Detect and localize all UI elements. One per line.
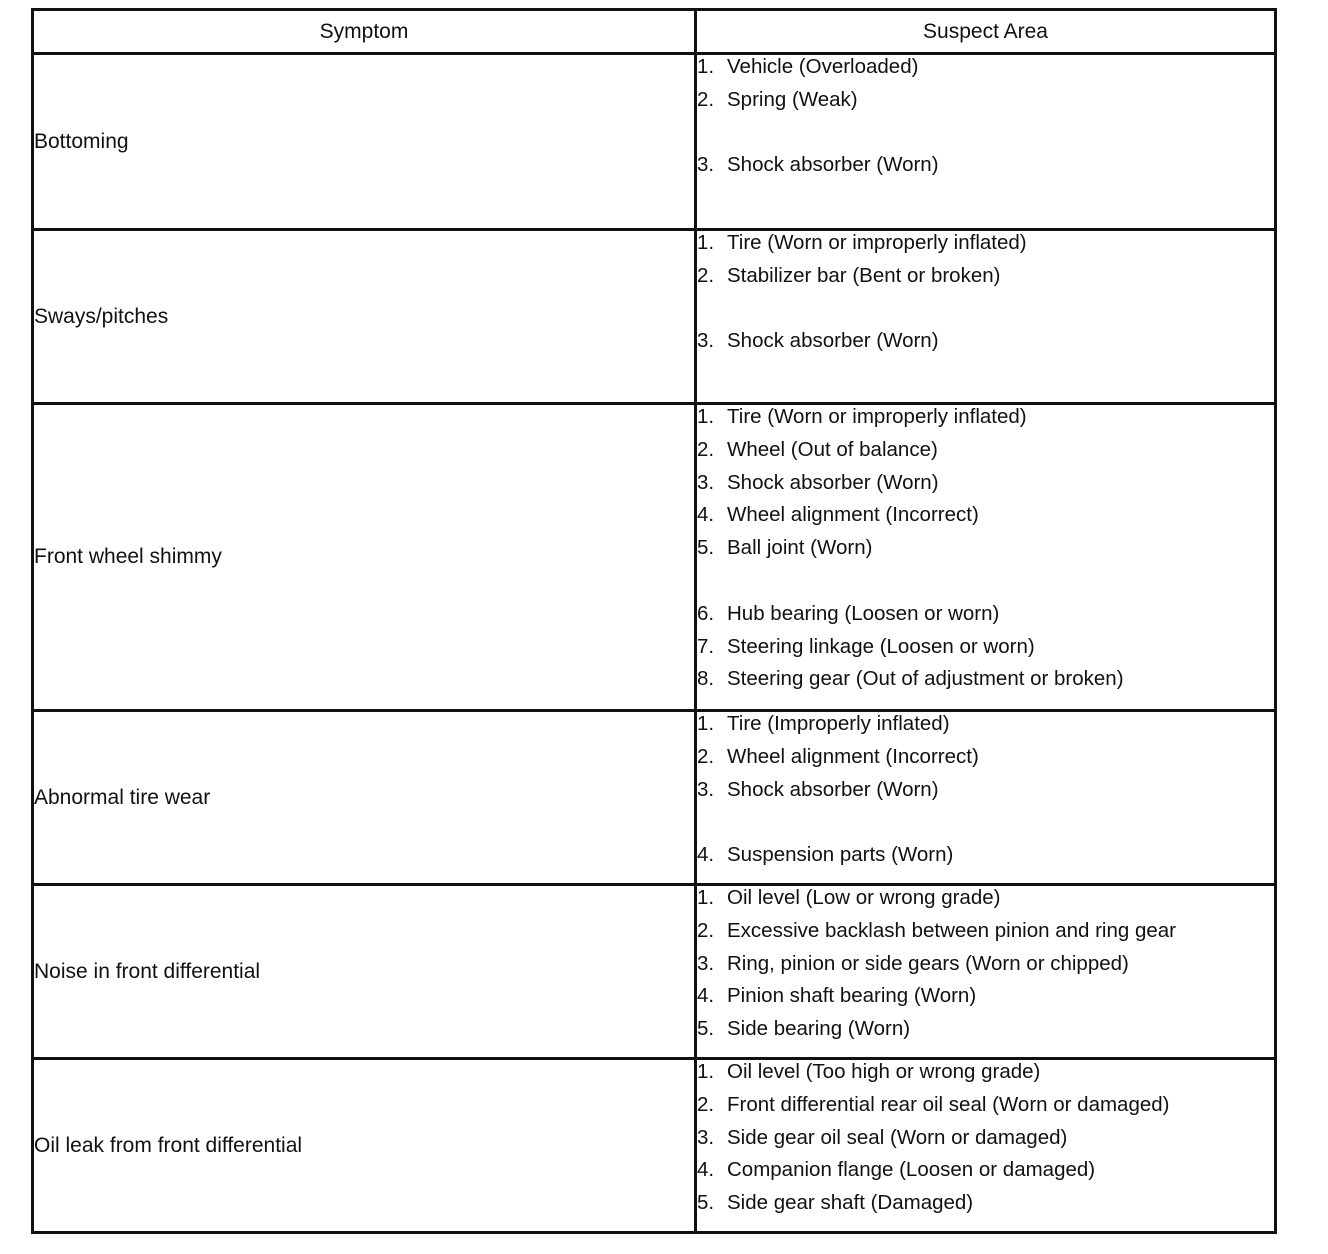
- symptom-cell: Sways/pitches: [33, 230, 696, 404]
- suspect-area-cell: [696, 885, 1276, 1059]
- suspect-list: [697, 886, 1274, 1050]
- item-number: 4.: [697, 1158, 715, 1182]
- table-row: [33, 885, 1276, 1059]
- item-number: 5.: [697, 536, 715, 560]
- item-number: 1.: [697, 886, 715, 909]
- item-text: Side gear shaft (Damaged): [727, 1191, 974, 1215]
- item-text: Wheel alignment (Incorrect): [727, 503, 979, 527]
- symptom-header: Symptom: [33, 10, 696, 54]
- suspect-item: [697, 55, 1274, 88]
- suspect-item: [697, 919, 1274, 952]
- suspect-item: [697, 667, 1274, 700]
- item-text: Companion flange (Loosen or damaged): [727, 1158, 1096, 1182]
- item-text: Ring, pinion or side gears (Worn or chipped): [727, 951, 1129, 975]
- item-text: Side gear oil seal (Worn or damaged): [727, 1125, 1068, 1149]
- item-number: 3.: [697, 951, 715, 975]
- item-text: Oil level (Too high or wrong grade): [727, 1060, 1041, 1083]
- item-text: Shock absorber (Worn): [727, 329, 939, 353]
- suspect-list: [697, 55, 1274, 186]
- suspect-item: [697, 329, 1274, 362]
- suspect-item: [697, 153, 1274, 186]
- header-row: [33, 10, 1276, 54]
- item-number: 2.: [697, 437, 715, 461]
- suspect-item: [697, 952, 1274, 985]
- item-text: Ball joint (Worn): [727, 536, 873, 560]
- item-number: 4.: [697, 984, 715, 1008]
- item-text: Shock absorber (Worn): [727, 777, 939, 801]
- suspect-area-cell: [696, 230, 1276, 404]
- item-number: 3.: [697, 470, 715, 494]
- suspect-area-header: Suspect Area: [696, 10, 1276, 54]
- item-number: 1.: [697, 231, 715, 254]
- item-number: 3.: [697, 1125, 715, 1149]
- item-number: 2.: [697, 87, 715, 111]
- item-number: 8.: [697, 667, 715, 691]
- item-text: Steering linkage (Loosen or worn): [727, 634, 1035, 658]
- suspect-list: [697, 231, 1274, 362]
- symptom-cell: Oil leak from front differential: [33, 1059, 696, 1233]
- suspect-area-cell: [696, 1059, 1276, 1233]
- item-text: Tire (Worn or improperly inflated): [727, 405, 1027, 428]
- item-text: Suspension parts (Worn): [727, 843, 954, 867]
- suspect-item: [697, 745, 1274, 778]
- item-number: 3.: [697, 777, 715, 801]
- item-number: 4.: [697, 843, 715, 867]
- symptom-cell: Front wheel shimmy: [33, 404, 696, 711]
- item-text: Tire (Worn or improperly inflated): [727, 231, 1027, 254]
- suspect-item: [697, 1060, 1274, 1093]
- suspect-item: [697, 1126, 1274, 1159]
- item-number: 7.: [697, 634, 715, 658]
- suspect-item: [697, 602, 1274, 635]
- item-number: 3.: [697, 329, 715, 353]
- suspect-item: [697, 635, 1274, 668]
- symptom-table: [31, 8, 1277, 1234]
- item-text: Shock absorber (Worn): [727, 470, 939, 494]
- suspect-item: [697, 503, 1274, 536]
- suspect-area-cell: [696, 404, 1276, 711]
- item-text: Tire (Improperly inflated): [727, 712, 950, 735]
- suspect-item: [697, 1093, 1274, 1126]
- item-number: 3.: [697, 153, 715, 177]
- item-text: Stabilizer bar (Bent or broken): [727, 263, 1001, 287]
- suspect-item: [697, 231, 1274, 264]
- table-row: [33, 711, 1276, 885]
- item-text: Vehicle (Overloaded): [727, 55, 919, 78]
- table-row: [33, 1059, 1276, 1233]
- suspect-item: [697, 1191, 1274, 1224]
- item-text: Hub bearing (Loosen or worn): [727, 601, 1000, 625]
- item-number: 2.: [697, 744, 715, 768]
- symptom-cell: Noise in front differential: [33, 885, 696, 1059]
- table-row: [33, 404, 1276, 711]
- item-number: 6.: [697, 601, 715, 625]
- suspect-item: [697, 778, 1274, 811]
- item-number: 4.: [697, 503, 715, 527]
- item-text: Wheel alignment (Incorrect): [727, 744, 979, 768]
- symptom-cell: Bottoming: [33, 54, 696, 230]
- item-text: Excessive backlash between pinion and ring gear: [727, 918, 1176, 942]
- suspect-list: [697, 405, 1274, 700]
- suspect-area-cell: [696, 54, 1276, 230]
- item-number: 2.: [697, 263, 715, 287]
- item-number: 1.: [697, 55, 715, 78]
- suspect-item: [697, 712, 1274, 745]
- item-number: 2.: [697, 1092, 715, 1116]
- suspect-item: [697, 536, 1274, 569]
- symptom-cell: Abnormal tire wear: [33, 711, 696, 885]
- table-row: [33, 54, 1276, 230]
- suspect-item: [697, 886, 1274, 919]
- suspect-item: [697, 438, 1274, 471]
- item-number: 5.: [697, 1017, 715, 1041]
- item-number: 2.: [697, 918, 715, 942]
- suspect-item: [697, 88, 1274, 121]
- item-text: Oil level (Low or wrong grade): [727, 886, 1001, 909]
- item-text: Shock absorber (Worn): [727, 153, 939, 177]
- item-text: Wheel (Out of balance): [727, 437, 938, 461]
- suspect-item: [697, 984, 1274, 1017]
- suspect-list: [697, 1060, 1274, 1224]
- item-text: Spring (Weak): [727, 87, 858, 111]
- item-number: 1.: [697, 1060, 715, 1083]
- suspect-area-cell: [696, 711, 1276, 885]
- suspect-item: [697, 843, 1274, 876]
- item-number: 5.: [697, 1191, 715, 1215]
- suspect-item: [697, 471, 1274, 504]
- suspect-list: [697, 712, 1274, 876]
- item-text: Front differential rear oil seal (Worn or damaged): [727, 1092, 1170, 1116]
- suspect-item: [697, 405, 1274, 438]
- item-number: 1.: [697, 405, 715, 428]
- item-number: 1.: [697, 712, 715, 735]
- suspect-item: [697, 264, 1274, 297]
- item-text: Side bearing (Worn): [727, 1017, 911, 1041]
- table-row: [33, 230, 1276, 404]
- suspect-item: [697, 1017, 1274, 1050]
- item-text: Steering gear (Out of adjustment or broken): [727, 667, 1124, 691]
- suspect-item: [697, 1158, 1274, 1191]
- item-text: Pinion shaft bearing (Worn): [727, 984, 977, 1008]
